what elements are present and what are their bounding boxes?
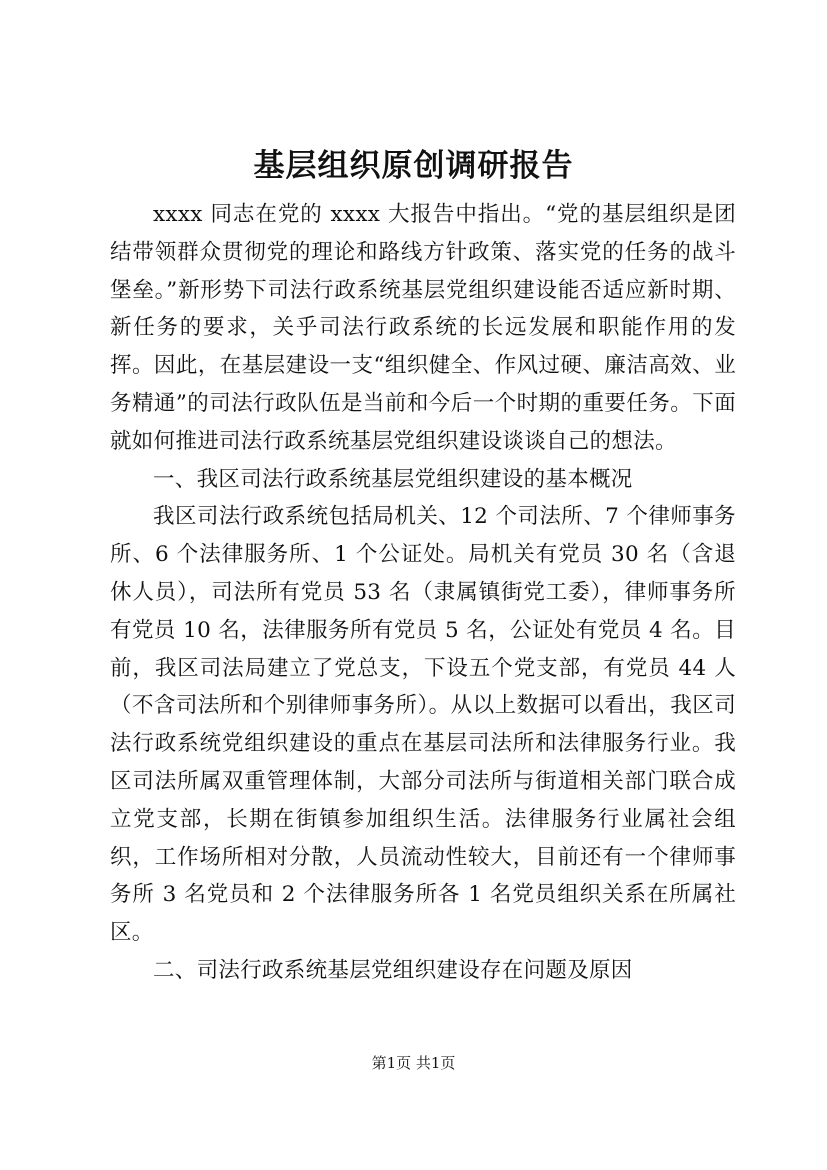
section-heading-1: 一、我区司法行政系统基层党组织建设的基本概况 xyxy=(153,466,633,492)
document-title: 基层组织原创调研报告 xyxy=(253,148,574,184)
paragraph-intro: xxxx 同志在党的 xxxx 大报告中指出。“党的基层组织是团结带领群众贯彻党的理论和路线方针政策、落实党的任务的战斗堡垒。”新形势下司法行政系统基层党组织建设能否适应新时期、新任务的要求，关乎司法行政系统的长远发展和职能作用的发挥。因此，在基层建设一支“组织健全、作风过硬、廉洁高效、业务精通”的司法行政队伍是当前和今后一个时期的重要任务。下面就如何推进司法行政系统基层党组织建设谈谈自己的想法。 xyxy=(110,202,736,454)
document-body xyxy=(110,196,736,990)
paragraph-overview: 我区司法行政系统包括局机关、12 个司法所、7 个律师事务所、6 个法律服务所、1 个公证处。局机关有党员 30 名（含退休人员），司法所有党员 53 名（隶属镇街党工委），律师事务所有党员 10 名，法律服务所有党员 5 名，公证处有党员 4 名。目前，我区司法局建立了党总支，下设五个党支部，有党员 44 人（不含司法所和个别律师事务所）。从以上数据可以看出，我区司法行政系统党组织建设的重点在基层司法所和法律服务行业。我区司法所属双重管理体制，大部分司法所与街道相关部门联合成立党支部，长期在街镇参加组织生活。法律服务行业属社会组织，工作场所相对分散，人员流动性较大，目前还有一个律师事务所 3 名党员和 2 个法律服务所各 1 名党员组织关系在所属社区。 xyxy=(110,504,736,946)
page-number-footer: 第1页 共1页 xyxy=(371,1054,456,1072)
section-heading-2: 二、司法行政系统基层党组织建设存在问题及原因 xyxy=(153,957,633,983)
